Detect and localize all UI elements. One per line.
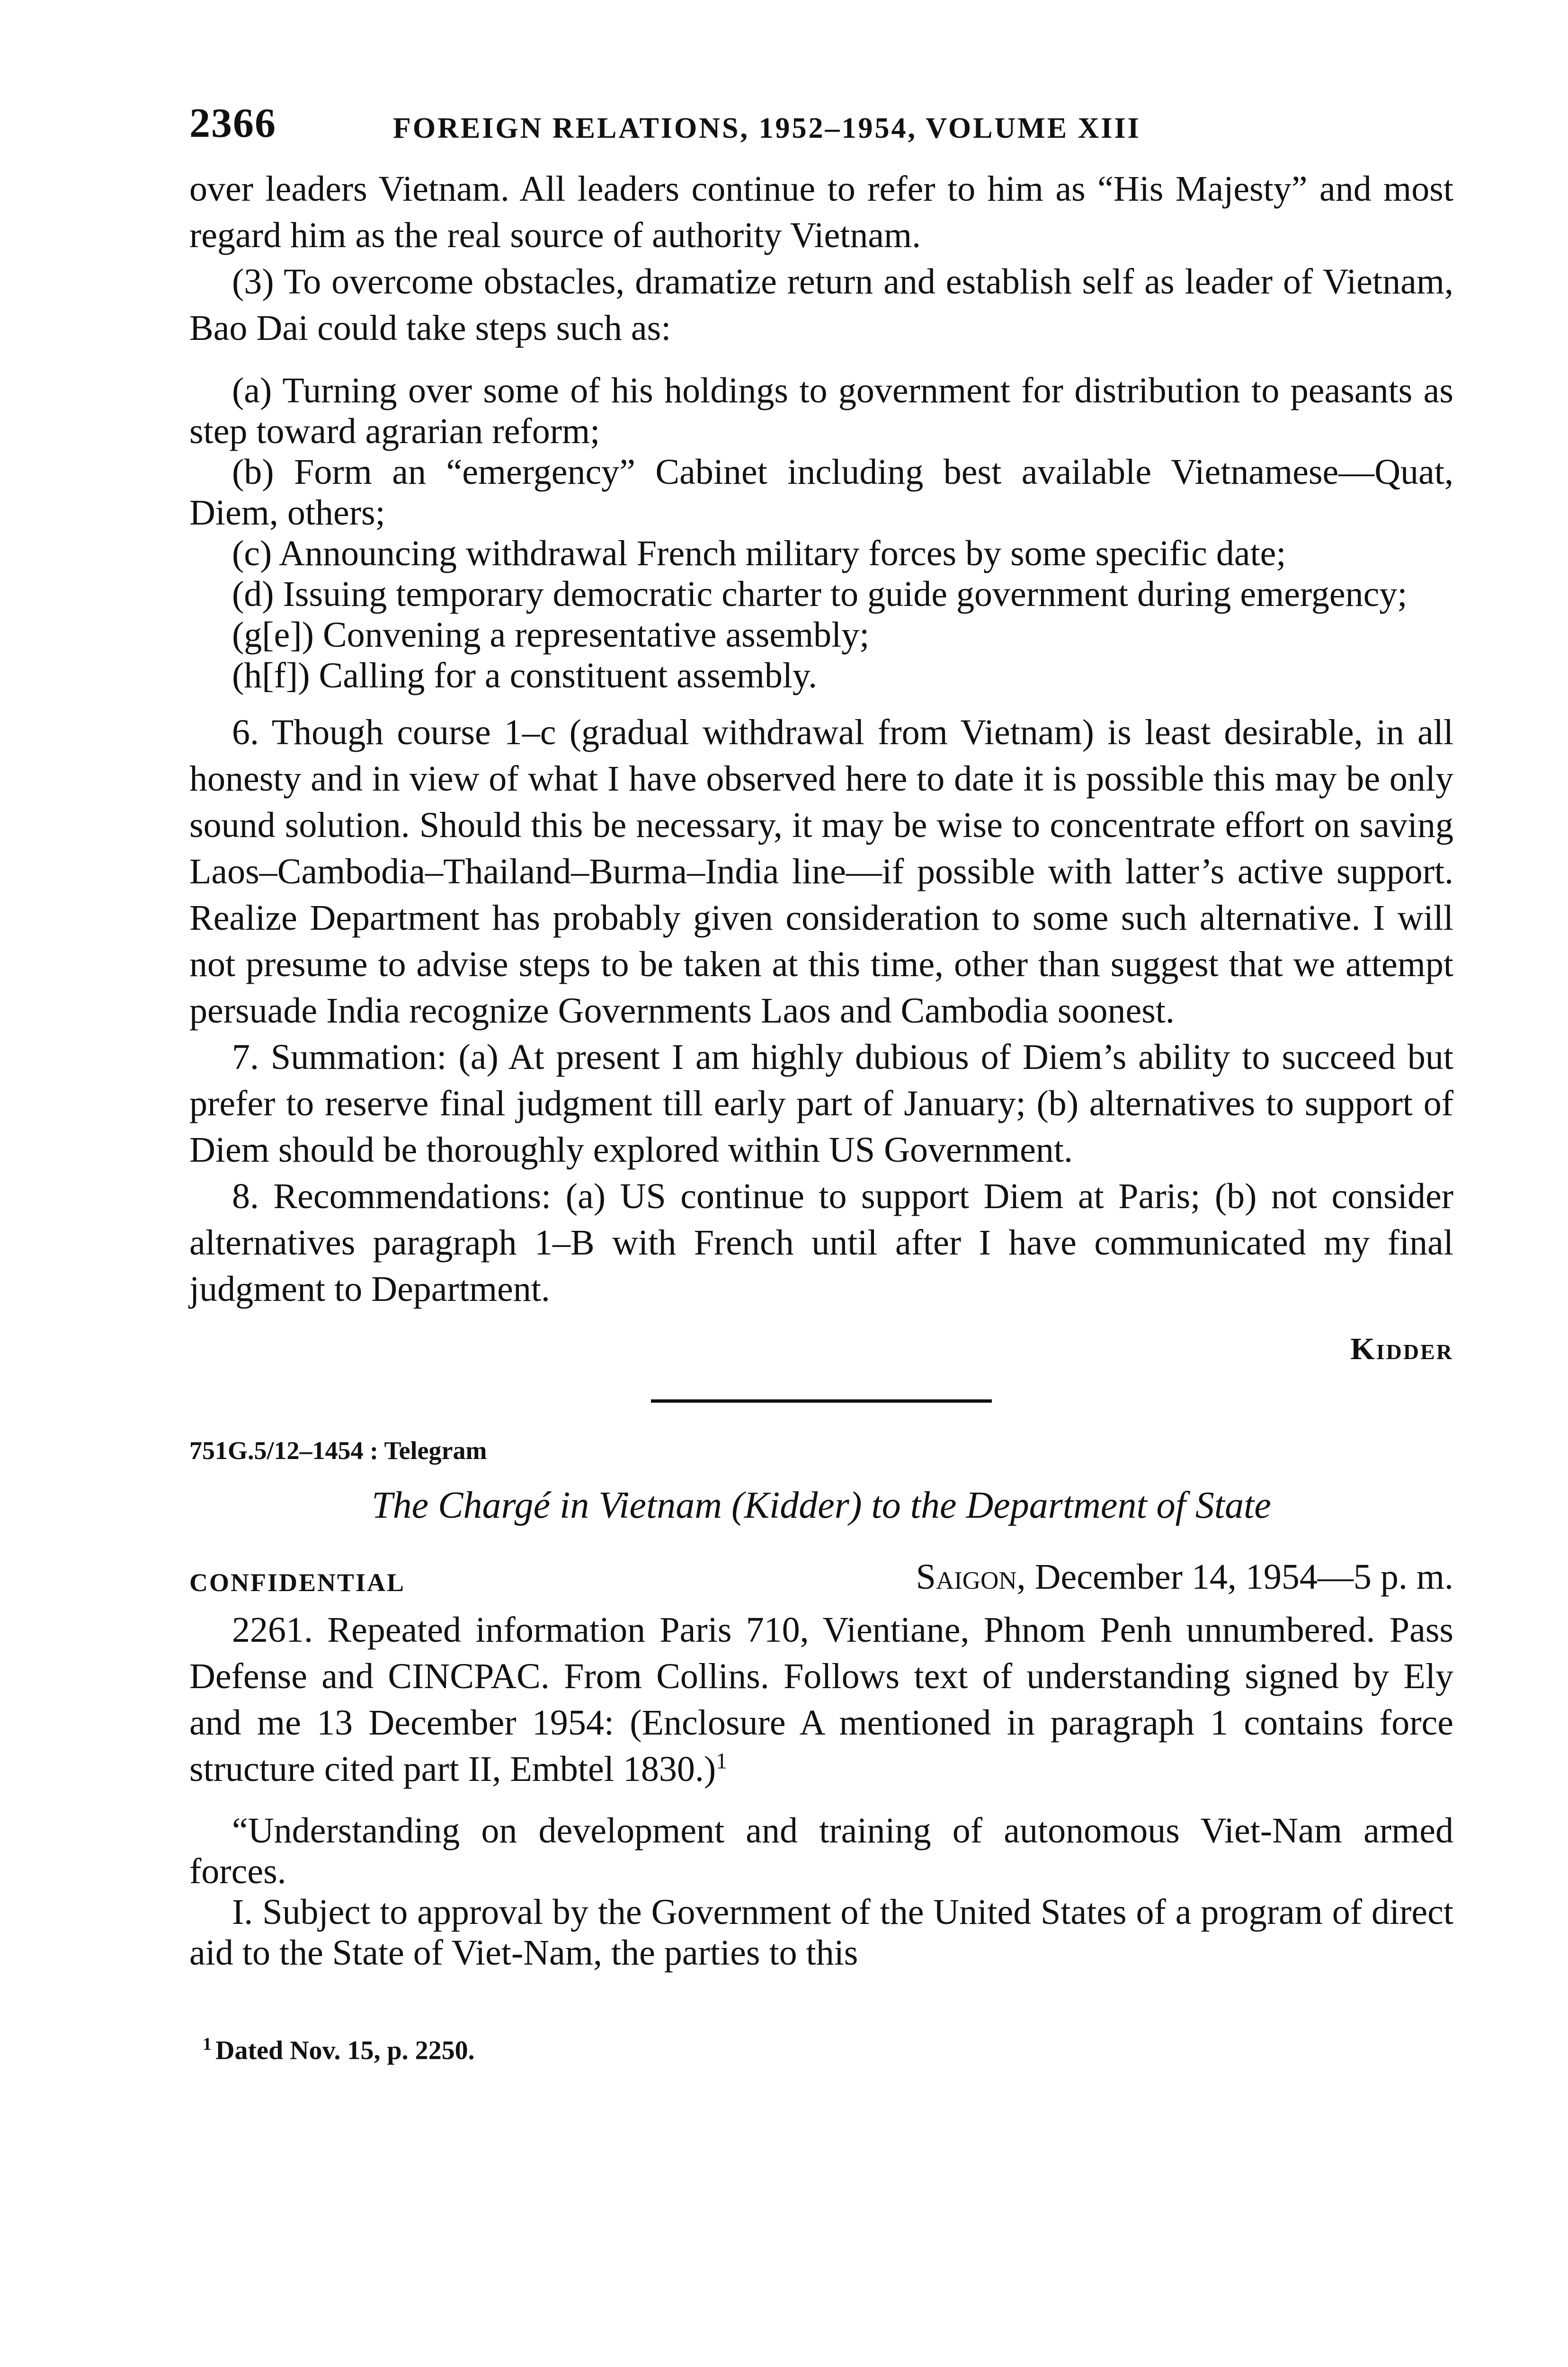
paragraph-6: 6. Though course 1–c (gradual withdrawal from Vietnam) is least desirable, in all honesty and in view of what I have observed here to date it is possible this may be only sound solution. Should this be necessary, it may be wise to concentrate effort on saving Laos–Cambodia–Thailand–Burma–India line—if possible with latter’s active support. Realize Department has probably given consideration to some such alternative. I will not presume to advise steps to be taken at this time, other than suggest that we attempt persuade India recognize Governments Laos and Cambodia soonest.	[189, 712, 1453, 1031]
list-item: (h[f]) Calling for a constituent assembly.	[232, 656, 818, 695]
dateline	[189, 1557, 1453, 1604]
quote-title: “Understanding on development and training of autonomous Viet-Nam armed forces.	[189, 1811, 1453, 1891]
page-header	[189, 95, 1453, 166]
steps-list	[189, 370, 1453, 696]
list-item: (d) Issuing temporary democratic charter to guide government during emergency;	[232, 574, 1408, 614]
list-item: (b) Form an “emergency” Cabinet including best available Vietnamese—Quat, Diem, others;	[189, 452, 1453, 533]
telegram-text: 2261. Repeated information Paris 710, Vientiane, Phnom Penh unnumbered. Pass Defense and CINCPAC. From Collins. Follows text of understanding signed by Ely and me 13 December 1954: (Enclosure A mentioned in paragraph 1 contains force structure cited part II, Embtel 1830.)	[189, 1610, 1453, 1789]
list-item: (g[e]) Convening a representative assembly;	[232, 615, 870, 655]
footnote-text: Dated Nov. 15, p. 2250.	[215, 2036, 475, 2065]
continued-paragraph: over leaders Vietnam. All leaders continue to refer to him as “His Majesty” and most regard him as the real source of authority Vietnam.	[189, 169, 1453, 255]
list-item: (a) Turning over some of his holdings to government for distribution to peasants as step toward agrarian reform;	[189, 371, 1453, 451]
footnote-marker: 1	[203, 2034, 212, 2054]
point-3-paragraph: (3) To overcome obstacles, dramatize return and establish self as leader of Vietnam, Bao Dai could take steps such as:	[189, 262, 1453, 348]
section-divider	[651, 1399, 992, 1403]
document-reference: 751G.5/12–1454 : Telegram	[189, 1436, 487, 1465]
place-and-date	[916, 1557, 1453, 1598]
classification-label: CONFIDENTIAL	[189, 1568, 406, 1597]
understanding-quote	[189, 1810, 1453, 1973]
list-item: (c) Announcing withdrawal French military forces by some specific date;	[232, 534, 1286, 573]
document-title: The Chargé in Vietnam (Kidder) to the Department of State	[372, 1485, 1271, 1526]
date: , December 14, 1954—5 p. m.	[1016, 1557, 1453, 1597]
paragraph-7-summation: 7. Summation: (a) At present I am highly dubious of Diem’s ability to succeed but prefer to reserve final judgment till early part of January; (b) alternatives to support of Diem should be thoroughly explored within US Government.	[189, 1037, 1453, 1170]
running-title: FOREIGN RELATIONS, 1952–1954, VOLUME XIII	[393, 112, 1141, 144]
document-page	[189, 95, 1453, 2066]
page-number: 2366	[189, 100, 276, 146]
footnote-reference: 1	[716, 1748, 728, 1774]
place: Saigon	[916, 1557, 1017, 1597]
paragraph-8-recommendations: 8. Recommendations: (a) US continue to support Diem at Paris; (b) not consider alternatives paragraph 1–B with French until after I have communicated my final judgment to Department.	[189, 1176, 1453, 1309]
footnote	[203, 2034, 1453, 2066]
telegram-paragraph-2261	[189, 1607, 1453, 1792]
quote-paragraph-1: I. Subject to approval by the Government of the United States of a program of direct aid to the State of Viet-Nam, the parties to this	[189, 1892, 1453, 1973]
signature: Kidder	[1350, 1332, 1453, 1366]
